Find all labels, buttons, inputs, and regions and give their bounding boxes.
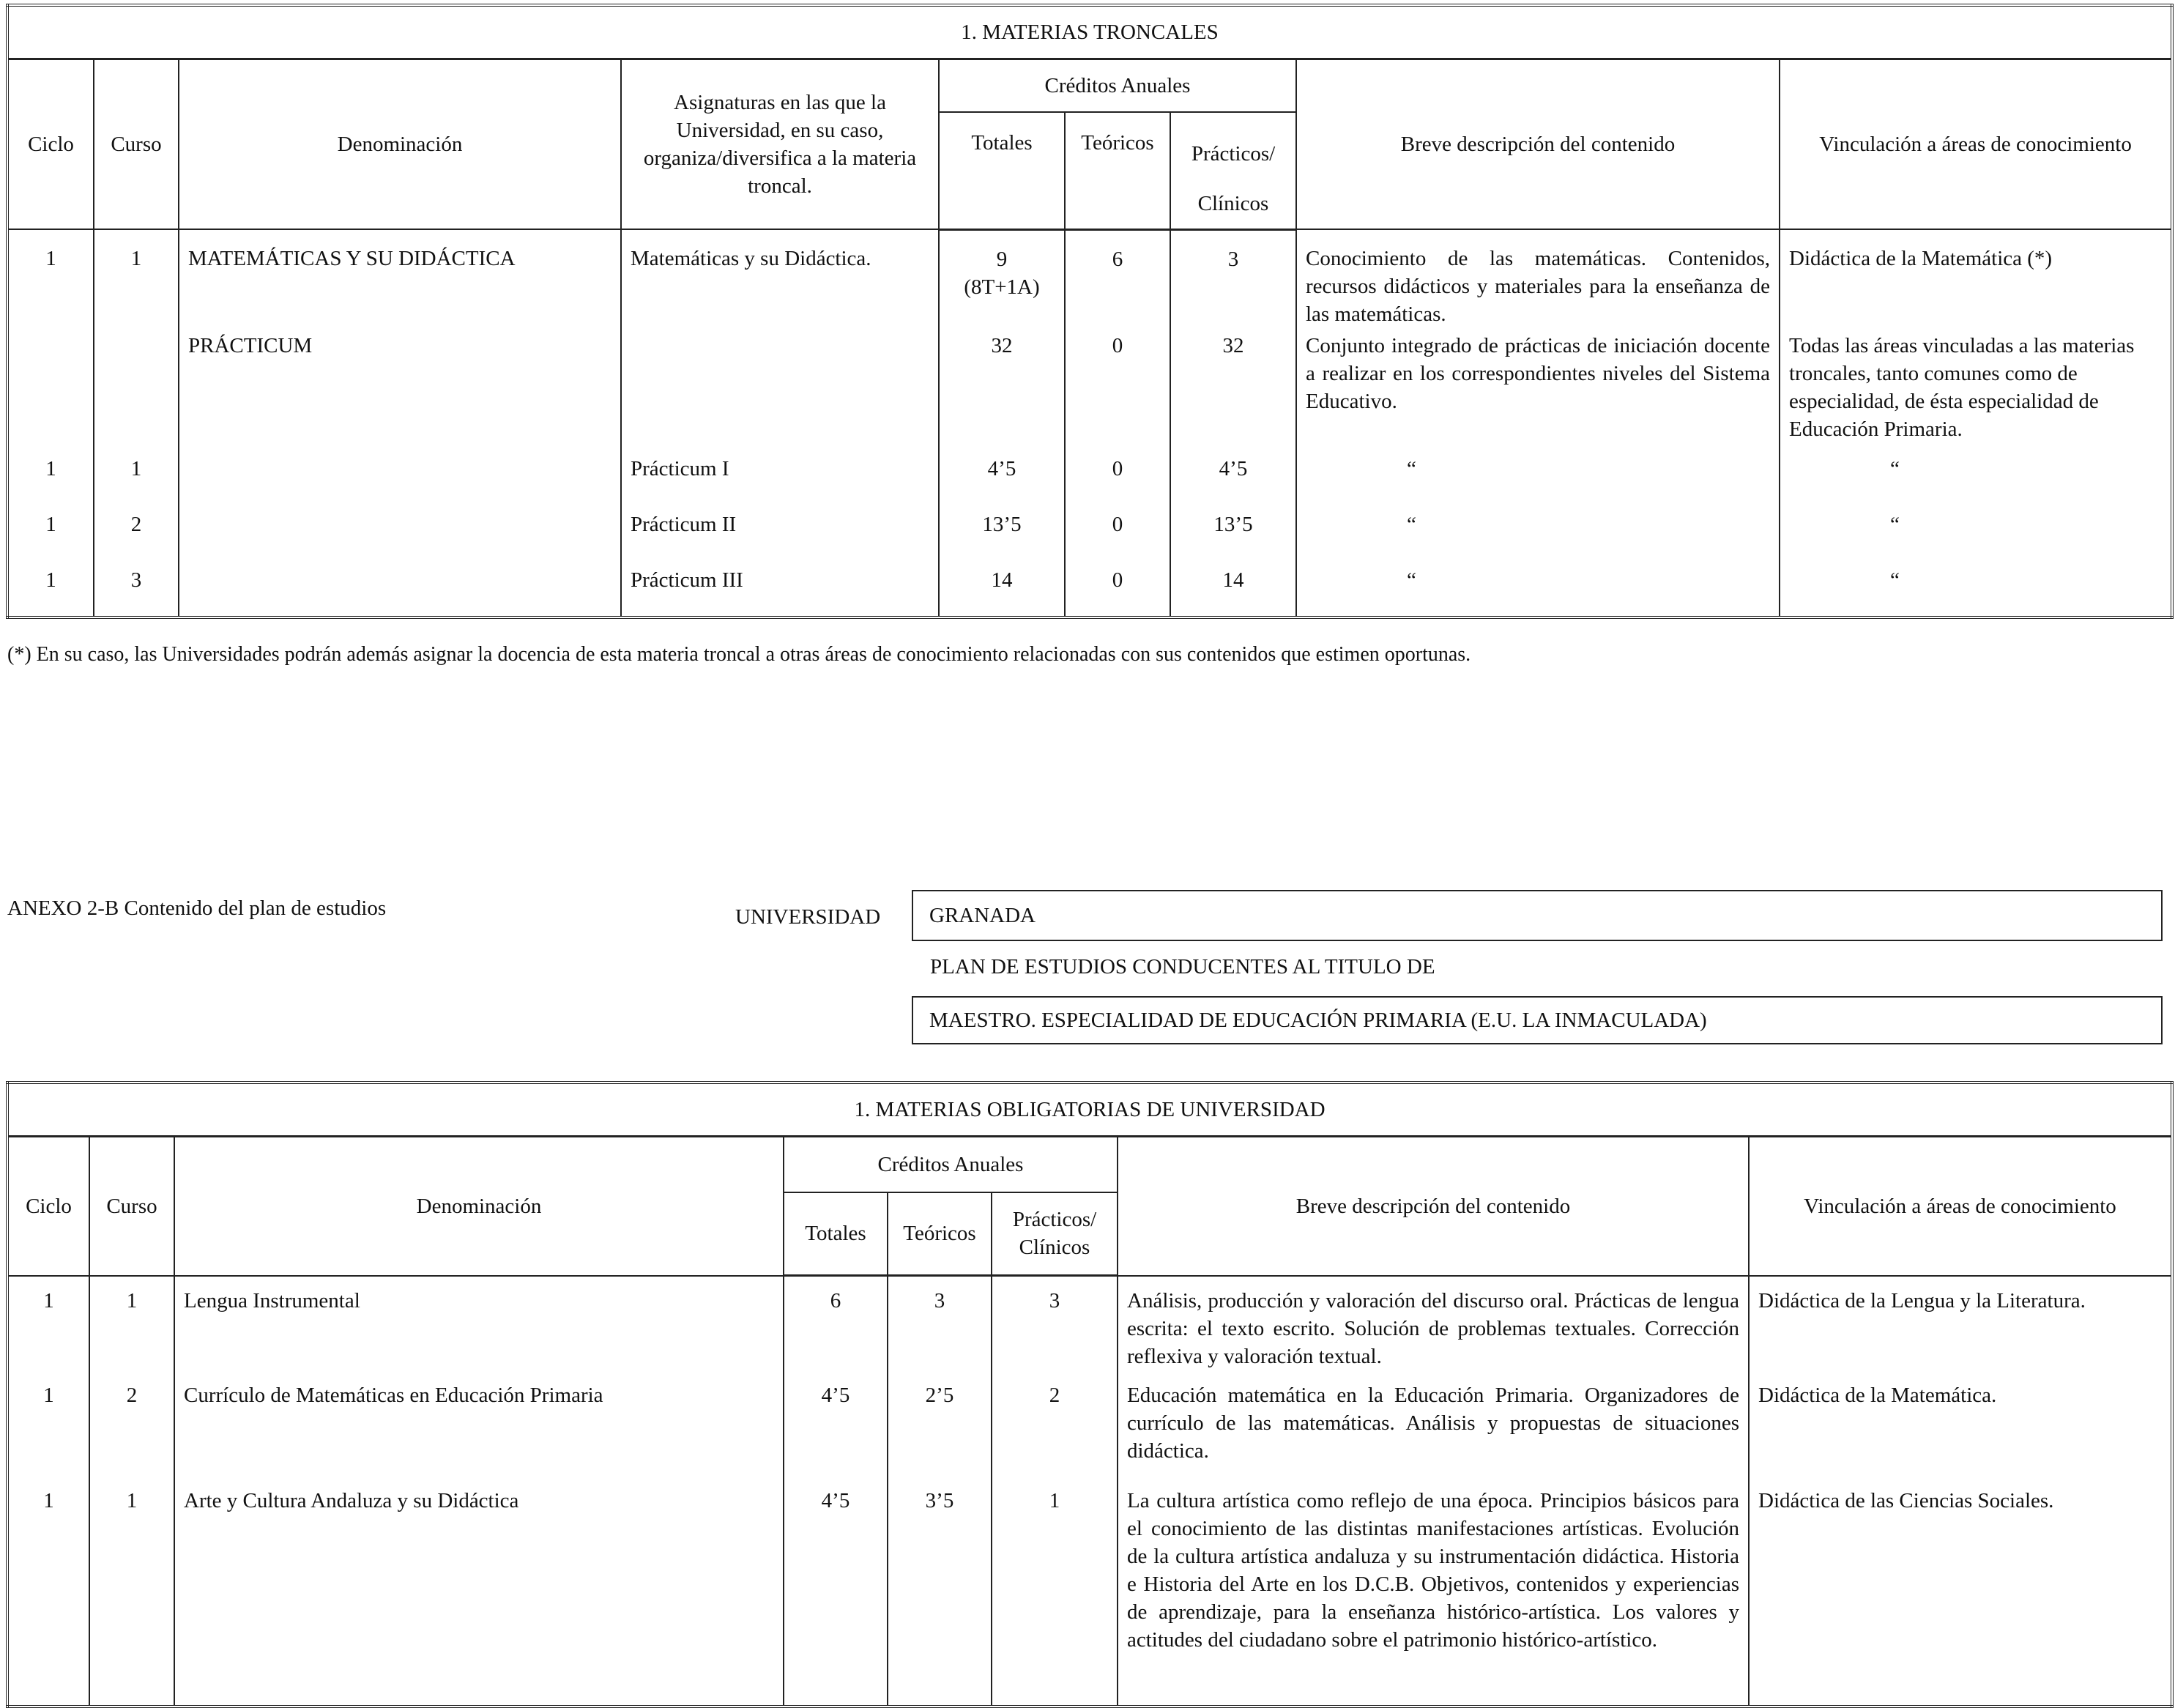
table-cell-totales: 4’5 bbox=[939, 455, 1065, 510]
table-cell-curso: 1 bbox=[89, 1487, 174, 1707]
table-cell-ciclo: 1 bbox=[7, 455, 94, 510]
table-cell-vinculacion: Didáctica de la Matemática. bbox=[1749, 1381, 2172, 1487]
table-cell-practicos: 32 bbox=[1170, 332, 1296, 455]
universidad-label: UNIVERSIDAD bbox=[735, 905, 881, 929]
table-cell-totales: 4’5 bbox=[784, 1381, 888, 1487]
col-denominacion-header: Denominación bbox=[179, 59, 621, 230]
table-cell-totales: 4’5 bbox=[784, 1487, 888, 1707]
table-cell-denominacion bbox=[179, 510, 621, 566]
table-cell-totales: 14 bbox=[939, 566, 1065, 617]
table-cell-totales: 32 bbox=[939, 332, 1065, 455]
table-cell-asignatura: Prácticum I bbox=[621, 455, 939, 510]
table-cell-practicos: 13’5 bbox=[1170, 510, 1296, 566]
table-cell-totales: 9 (8T+1A) bbox=[939, 229, 1065, 332]
table-cell-asignatura bbox=[621, 332, 939, 455]
table-cell-vinculacion: Todas las áreas vinculadas a las materias troncales, tanto comunes como de especialidad, de ésta especialidad de Educación Primaria. bbox=[1780, 332, 2172, 455]
plan-label: PLAN DE ESTUDIOS CONDUCENTES AL TITULO DE bbox=[930, 955, 1435, 979]
col-totales-header: Totales bbox=[939, 112, 1065, 230]
table-cell-vinculacion: “ bbox=[1780, 510, 2172, 566]
table-cell-ciclo: 1 bbox=[7, 510, 94, 566]
table-cell-curso: 1 bbox=[89, 1276, 174, 1381]
table-cell-curso: 1 bbox=[94, 229, 179, 332]
table-cell-ciclo: 1 bbox=[7, 1381, 89, 1487]
col-curso-header: Curso bbox=[89, 1137, 174, 1276]
table-cell-descripcion: Análisis, producción y valoración del discurso oral. Prácticas de lengua escrita: el texto escrito. Solución de problemas textuales. Corrección reflexiva y valoración textual. bbox=[1118, 1276, 1749, 1381]
table-cell-denominacion: Lengua Instrumental bbox=[174, 1276, 784, 1381]
titulo-field: MAESTRO. ESPECIALIDAD DE EDUCACIÓN PRIMARIA (E.U. LA INMACULADA) bbox=[912, 996, 2163, 1044]
table-cell-teoricos: 0 bbox=[1065, 510, 1170, 566]
col-ciclo-header: Ciclo bbox=[7, 1137, 89, 1276]
table-cell-totales: 6 bbox=[784, 1276, 888, 1381]
troncales-footnote: (*) En su caso, las Universidades podrán además asignar la docencia de esta materia troncal a otras áreas de conocimiento relacionadas con sus contenidos que estimen oportunas. bbox=[7, 643, 1471, 666]
table-cell-ciclo: 1 bbox=[7, 229, 94, 332]
table-cell-teoricos: 0 bbox=[1065, 566, 1170, 617]
table-cell-teoricos: 0 bbox=[1065, 455, 1170, 510]
table-cell-ciclo: 1 bbox=[7, 1487, 89, 1707]
table-cell-descripcion: Educación matemática en la Educación Primaria. Organizadores de currículo de las matemáticas. Análisis y propuestas de situaciones didáctica. bbox=[1118, 1381, 1749, 1487]
obligatorias-table bbox=[6, 1081, 2174, 1708]
creditos-anuales-header: Créditos Anuales bbox=[784, 1137, 1118, 1192]
col-denominacion-header: Denominación bbox=[174, 1137, 784, 1276]
table-cell-teoricos: 2’5 bbox=[888, 1381, 992, 1487]
table-cell-ciclo bbox=[7, 332, 94, 455]
table-cell-practicos: 3 bbox=[992, 1276, 1118, 1381]
table-cell-denominacion bbox=[179, 455, 621, 510]
table-cell-descripcion: “ bbox=[1296, 510, 1780, 566]
table-cell-teoricos: 3’5 bbox=[888, 1487, 992, 1707]
obligatorias-title: 1. MATERIAS OBLIGATORIAS DE UNIVERSIDAD bbox=[7, 1083, 2172, 1137]
col-totales-header: Totales bbox=[784, 1192, 888, 1276]
table-cell-vinculacion: “ bbox=[1780, 455, 2172, 510]
col-descripcion-header: Breve descripción del contenido bbox=[1118, 1137, 1749, 1276]
table-cell-descripcion: Conjunto integrado de prácticas de iniciación docente a realizar en los correspondientes niveles del Sistema Educativo. bbox=[1296, 332, 1780, 455]
table-cell-denominacion bbox=[179, 566, 621, 617]
table-cell-teoricos: 0 bbox=[1065, 332, 1170, 455]
table-cell-descripcion: “ bbox=[1296, 455, 1780, 510]
table-cell-denominacion: Currículo de Matemáticas en Educación Primaria bbox=[174, 1381, 784, 1487]
table-cell-ciclo: 1 bbox=[7, 566, 94, 617]
table-cell-descripcion: La cultura artística como reflejo de una época. Principios básicos para el conocimiento de las distintas manifestaciones artísticas. Evolución de la cultura artística andaluza y su instrumentación didáctica. Historia e Historia del Arte en los D.C.B. Objetivos, contenidos y experiencias de aprendizaje, para la enseñanza histórico-artística. Los valores y actitudes del ciudadano sobre el patrimonio histórico-artístico. bbox=[1118, 1487, 1749, 1707]
table-cell-practicos: 14 bbox=[1170, 566, 1296, 617]
table-cell-curso: 3 bbox=[94, 566, 179, 617]
table-cell-denominacion: PRÁCTICUM bbox=[179, 332, 621, 455]
table-cell-denominacion: MATEMÁTICAS Y SU DIDÁCTICA bbox=[179, 229, 621, 332]
table-cell-asignatura: Matemáticas y su Didáctica. bbox=[621, 229, 939, 332]
col-practicos-header: Prácticos/ Clínicos bbox=[1170, 112, 1296, 230]
col-practicos-header: Prácticos/ Clínicos bbox=[992, 1192, 1118, 1276]
table-cell-asignatura: Prácticum III bbox=[621, 566, 939, 617]
table-cell-teoricos: 3 bbox=[888, 1276, 992, 1381]
table-cell-descripcion: “ bbox=[1296, 566, 1780, 617]
troncales-title: 1. MATERIAS TRONCALES bbox=[7, 5, 2172, 59]
col-vinculacion-header: Vinculación a áreas de conocimiento bbox=[1749, 1137, 2172, 1276]
col-asignaturas-header: Asignaturas en las que la Universidad, en su caso, organiza/diversifica a la materia troncal. bbox=[621, 59, 939, 230]
table-cell-curso: 2 bbox=[94, 510, 179, 566]
table-cell-teoricos: 6 bbox=[1065, 229, 1170, 332]
table-cell-vinculacion: Didáctica de la Lengua y la Literatura. bbox=[1749, 1276, 2172, 1381]
anexo-label: ANEXO 2-B Contenido del plan de estudios bbox=[7, 896, 387, 920]
table-cell-curso: 2 bbox=[89, 1381, 174, 1487]
col-ciclo-header: Ciclo bbox=[7, 59, 94, 230]
table-cell-practicos: 3 bbox=[1170, 229, 1296, 332]
col-teoricos-header: Teóricos bbox=[1065, 112, 1170, 230]
table-cell-curso bbox=[94, 332, 179, 455]
col-curso-header: Curso bbox=[94, 59, 179, 230]
table-cell-descripcion: Conocimiento de las matemáticas. Contenidos, recursos didácticos y materiales para la enseñanza de las matemáticas. bbox=[1296, 229, 1780, 332]
table-cell-ciclo: 1 bbox=[7, 1276, 89, 1381]
col-vinculacion-header: Vinculación a áreas de conocimiento bbox=[1780, 59, 2172, 230]
creditos-anuales-header: Créditos Anuales bbox=[939, 59, 1296, 112]
table-cell-asignatura: Prácticum II bbox=[621, 510, 939, 566]
table-cell-vinculacion: Didáctica de las Ciencias Sociales. bbox=[1749, 1487, 2172, 1707]
troncales-table bbox=[6, 4, 2174, 619]
table-cell-practicos: 2 bbox=[992, 1381, 1118, 1487]
table-cell-vinculacion: “ bbox=[1780, 566, 2172, 617]
table-cell-totales: 13’5 bbox=[939, 510, 1065, 566]
table-cell-denominacion: Arte y Cultura Andaluza y su Didáctica bbox=[174, 1487, 784, 1707]
table-cell-vinculacion: Didáctica de la Matemática (*) bbox=[1780, 229, 2172, 332]
col-teoricos-header: Teóricos bbox=[888, 1192, 992, 1276]
table-cell-practicos: 4’5 bbox=[1170, 455, 1296, 510]
table-cell-curso: 1 bbox=[94, 455, 179, 510]
table-cell-practicos: 1 bbox=[992, 1487, 1118, 1707]
universidad-field: GRANADA bbox=[912, 890, 2163, 941]
col-descripcion-header: Breve descripción del contenido bbox=[1296, 59, 1780, 230]
